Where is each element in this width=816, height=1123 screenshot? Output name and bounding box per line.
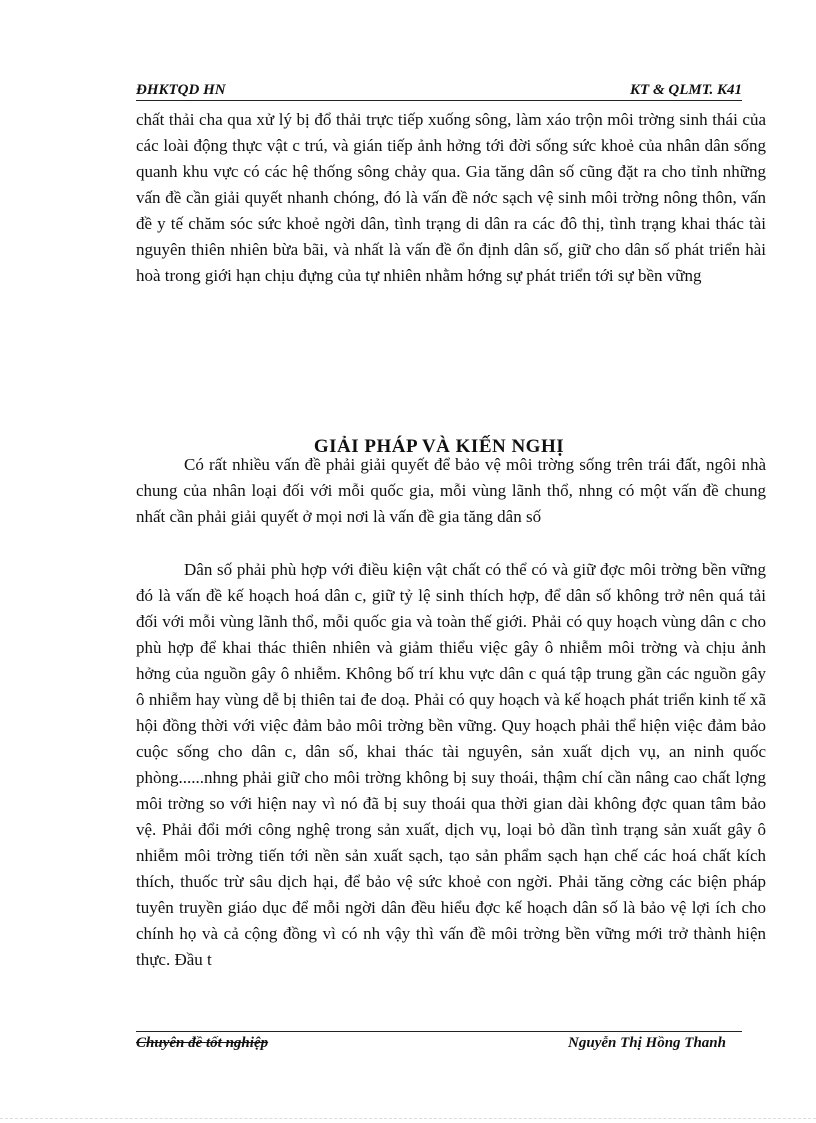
- footer-thesis-label: Chuyên đề tốt nghiệp: [136, 1035, 269, 1051]
- header-class: KT & QLMT. K41: [630, 82, 742, 98]
- page-header: [136, 82, 742, 101]
- paragraph-intro: Có rất nhiều vấn đề phải giải quyết để bảo vệ môi trờng sống trên trái đất, ngôi nhà chung của nhân loại đối với mỗi quốc gia, mỗi vùng lãnh thổ, nhng có một vấn đề chung nhất cần phải giải quyết ở mọi nơi là vấn đề gia tăng dân số: [136, 455, 766, 526]
- footer-author: Nguyễn Thị Hồng Thanh: [568, 1035, 726, 1051]
- paragraph-continuation: chất thải cha qua xử lý bị đổ thải trực tiếp xuống sông, làm xáo trộn môi trờng sinh thái của các loài động thực vật c trú, và gián tiếp ảnh hởng tới đời sống sức khoẻ của nhân dân sống quanh khu vực có các hệ thống sông chảy qua. Gia tăng dân số cũng đặt ra cho tỉnh những vấn đề cần giải quyết nhanh chóng, đó là vấn đề nớc sạch vệ sinh môi trờng nông thôn, vấn đề y tế chăm sóc sức khoẻ ngời dân, tình trạng di dân ra các đô thị, tình trạng khai thác tài nguyên thiên nhiên bừa bãi, và nhất là vấn đề ổn định dân số, giữ cho dân số phát triển hài hoà trong giới hạn chịu đựng của tự nhiên nhằm hớng sự phát triển tới sự bền vững: [136, 110, 766, 285]
- page-edge-divider: [0, 1118, 816, 1119]
- paragraph-population: Dân số phải phù hợp với điều kiện vật chất có thể có và giữ đợc môi trờng bền vững đó là vấn đề kế hoạch hoá dân c, giữ tỷ lệ sinh thích hợp, để dân số không trở nên quá tải đối với mỗi vùng lãnh thổ, mỗi quốc gia và toàn thế giới. Phải có quy hoạch vùng dân c cho phù hợp để khai thác thiên nhiên và giảm thiểu việc gây ô nhiễm môi trờng và chịu ảnh hởng của nguồn gây ô nhiễm. Không bố trí khu vực dân c quá tập trung gần các nguồn gây ô nhiễm hay vùng dễ bị thiên tai đe doạ. Phải có quy hoạch và kế hoạch phát triển kinh tế xã hội đồng thời với việc đảm bảo môi trờng bền vững. Quy hoạch phải thể hiện việc đảm bảo cuộc sống cho dân c, dân số, khai thác tài nguyên, sản xuất dịch vụ, an ninh quốc phòng......nhng phải giữ cho môi trờng không bị suy thoái, thậm chí cần nâng cao chất lợng môi trờng so với hiện nay vì nó đã bị suy thoái qua thời gian dài không đợc quan tâm bảo vệ. Phải đổi mới công nghệ trong sản xuất, dịch vụ, loại bỏ dần tình trạng sản xuất gây ô nhiễm môi trờng tiến tới nền sản xuất sạch, tạo sản phẩm sạch hạn chế các hoá chất kích thích, thuốc trừ sâu dịch hại, để bảo vệ sức khoẻ con ngời. Phải tăng cờng các biện pháp tuyên truyền giáo dục để mỗi ngời dân đều hiểu đợc kế hoạch dân số là bảo vệ lợi ích cho chính họ và cả cộng đồng vì có nh vậy thì vấn đề môi trờng bền vững mới trở thành hiện thực. Đầu t: [136, 560, 766, 969]
- footer-divider: [136, 1031, 742, 1032]
- header-university: ĐHKTQD HN: [136, 82, 226, 98]
- section-title: GIẢI PHÁP VÀ KIẾN NGHỊ: [313, 436, 565, 457]
- page-footer: [136, 1035, 726, 1055]
